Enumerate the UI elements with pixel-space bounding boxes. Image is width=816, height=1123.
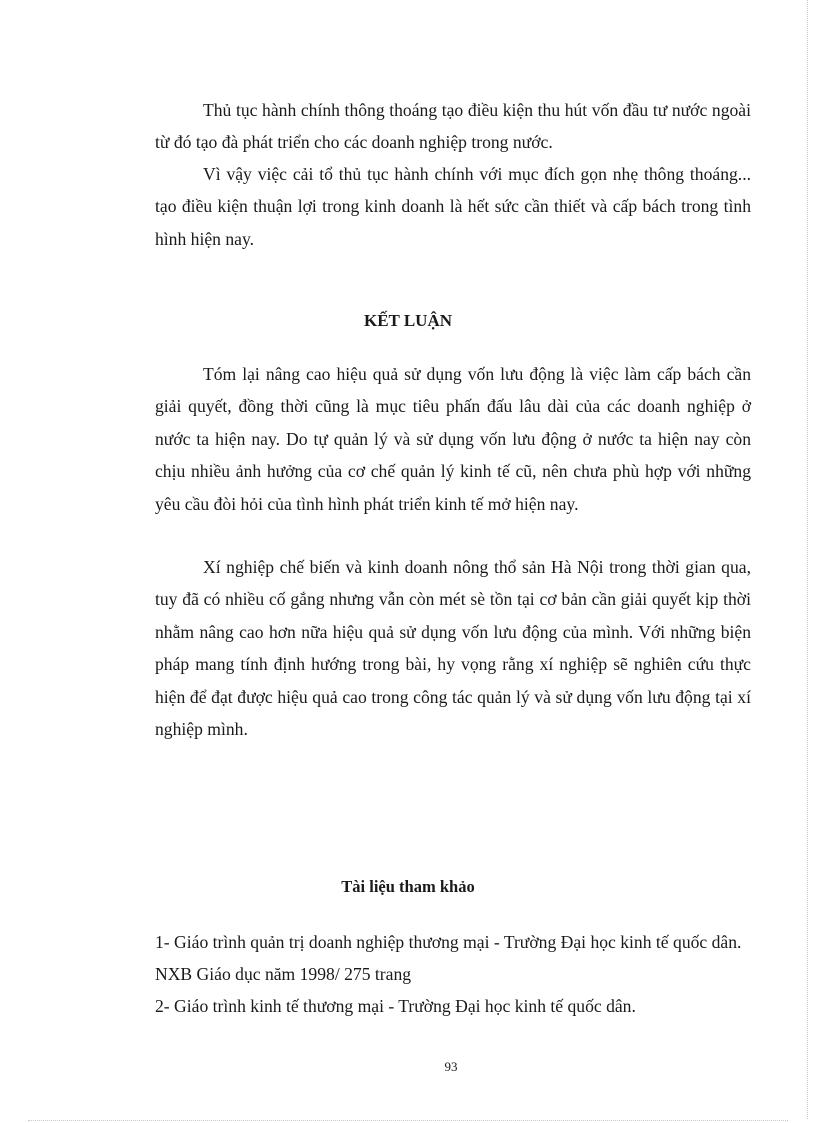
- conclusion-paragraph-2: Xí nghiệp chế biến và kinh doanh nông thổ sản Hà Nội trong thời gian qua, tuy đã có nhiều cố gắng nhưng vẫn còn mét sè tồn tại cơ bản cần giải quyết kịp thời nhằm nâng cao hơn nữa hiệu quả sử dụng vốn lưu động của mình. Với những biện pháp mang tính định hướng trong bài, hy vọng rằng xí nghiệp sẽ nghiên cứu thực hiện để đạt được hiệu quả cao trong công tác quản lý và sử dụng vốn lưu động tại xí nghiệp mình.: [155, 557, 751, 740]
- page-number: 93: [444, 1059, 458, 1074]
- page-border-bottom: [28, 1120, 788, 1121]
- conclusion-heading: KẾT LUẬN: [363, 311, 452, 330]
- conclusion-paragraph-1: Tóm lại nâng cao hiệu quả sử dụng vốn lưu động là việc làm cấp bách cần giải quyết, đồng thời cũng là mục tiêu phấn đấu lâu dài của các doanh nghiệp ở nước ta hiện nay. Do tự quản lý và sử dụng vốn lưu động ở nước ta hiện nay còn chịu nhiều ảnh hưởng của cơ chế quản lý kinh tế cũ, nên chưa phù hợp với những yêu cầu đòi hỏi của tình hình phát triển kinh tế mở hiện nay.: [155, 364, 751, 514]
- intro-paragraph-1: Thủ tục hành chính thông thoáng tạo điều kiện thu hút vốn đầu tư nước ngoài từ đó tạo đà phát triển cho các doanh nghiệp trong nước.: [155, 100, 751, 153]
- intro-paragraph-2: Vì vậy việc cải tổ thủ tục hành chính với mục đích gọn nhẹ thông thoáng... tạo điều kiện thuận lợi trong kinh doanh là hết sức cần thiết và cấp bách trong tình hình hiện nay.: [155, 164, 751, 249]
- page-border-right: [807, 0, 808, 1119]
- reference-item-1: 1- Giáo trình quản trị doanh nghiệp thương mại - Trường Đại học kinh tế quốc dân. NXB Giáo dục năm 1998/ 275 trang: [155, 932, 742, 984]
- references-heading: Tài liệu tham khảo: [341, 877, 475, 896]
- reference-item-2: 2- Giáo trình kinh tế thương mại - Trường Đại học kinh tế quốc dân.: [155, 996, 636, 1016]
